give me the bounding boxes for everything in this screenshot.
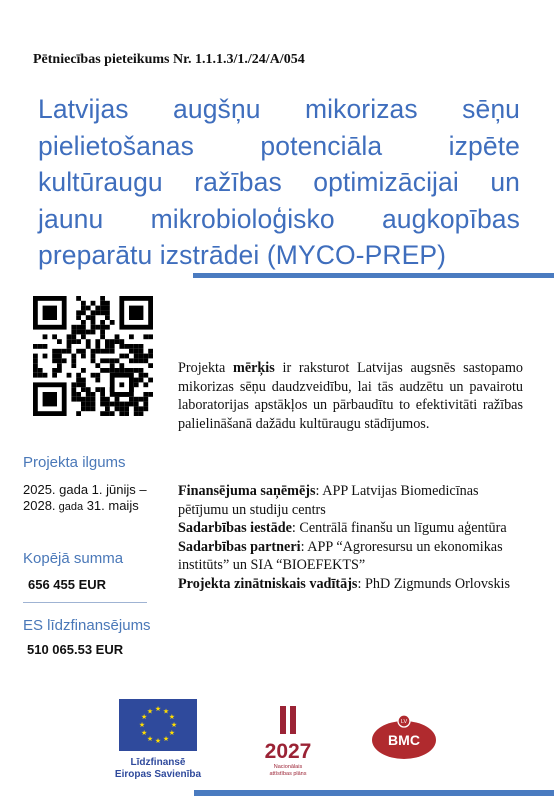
nap-year: 2027 xyxy=(264,740,312,763)
nap-2027-logo-icon xyxy=(253,704,323,779)
cooperation-partners xyxy=(178,538,523,575)
application-number: Pētniecības pieteikums Nr. 1.1.1.3/1./24/A/054 xyxy=(33,52,305,67)
eu-star-icon: ★ xyxy=(146,735,154,744)
eu-caption xyxy=(112,757,204,781)
duration-day: 31. maijs xyxy=(83,498,139,513)
nap-line-2: attīstības plāns xyxy=(269,771,307,777)
purpose-text: ir raksturot Latvijas augsnēs sastopamo mikorizas sēņu daudzveidību, lai tās audzētu un pavairotu laboratorijas apstākļos un pārbaudītu to efektivitāti ražības palielināšanā dažādu kultūraugu stādījumos. xyxy=(178,360,523,432)
duration-year: 2028. xyxy=(23,498,56,513)
eu-flag-icon xyxy=(119,699,197,751)
eu-star-icon: ★ xyxy=(154,705,162,714)
eu-cofinancing-value: 510 065.53 EUR xyxy=(27,642,124,657)
bottom-divider xyxy=(194,790,554,796)
qr-code-icon[interactable] xyxy=(33,296,153,416)
eu-star-icon: ★ xyxy=(170,721,178,730)
top-divider xyxy=(193,273,554,278)
cooperation-partners-value: : APP “Agroresursu un ekonomikas institūts” un SIA “BIOEFEKTS” xyxy=(178,538,503,573)
eu-star-icon: ★ xyxy=(168,729,176,738)
project-info xyxy=(178,482,523,593)
duration-gada: gada xyxy=(55,501,84,513)
scientific-lead-label: Projekta zinātniskais vadītājs xyxy=(178,575,358,592)
funding-recipient-label: Finansējuma saņēmējs xyxy=(178,483,316,499)
eu-star-icon: ★ xyxy=(140,729,148,738)
total-value: 656 455 EUR xyxy=(28,577,107,592)
purpose-keyword: mērķis xyxy=(233,360,275,376)
bmc-badge: LV xyxy=(400,719,408,726)
project-purpose xyxy=(178,359,523,433)
eu-star-icon: ★ xyxy=(162,735,170,744)
duration-label: Projekta ilgums xyxy=(23,454,126,471)
eu-star-icon: ★ xyxy=(162,707,170,716)
sidebar-divider xyxy=(23,602,147,603)
bmc-text: BMC xyxy=(388,732,420,748)
scientific-lead-value: : PhD Zigmunds Orlovskis xyxy=(357,575,510,592)
funding-recipient-value: : APP Latvijas Biomedicīnas pētījumu un studiju centrs xyxy=(178,483,479,518)
total-label: Kopējā summa xyxy=(23,550,124,567)
eu-caption-line-2: Eiropas Savienība xyxy=(114,769,202,780)
eu-star-icon: ★ xyxy=(146,707,154,716)
eu-caption-line-1: Līdzfinansē xyxy=(130,757,186,768)
funding-recipient xyxy=(178,482,523,519)
duration-line-1: 2025. gada 1. jūnijs – xyxy=(23,482,147,497)
cooperation-agency-label: Sadarbības iestāde xyxy=(178,520,292,536)
eu-cofinancing-label: ES līdzfinansējums xyxy=(23,617,151,634)
cooperation-agency-value: : Centrālā finanšu un līgumu aģentūra xyxy=(291,520,507,536)
nap-line-1: Nacionālais xyxy=(273,764,303,770)
eu-star-icon: ★ xyxy=(138,721,146,730)
duration-line-2 xyxy=(23,498,139,513)
purpose-lead: Projekta xyxy=(178,360,226,376)
eu-star-icon: ★ xyxy=(140,713,148,722)
scientific-lead xyxy=(178,575,523,594)
cooperation-agency xyxy=(178,519,523,538)
bmc-logo-icon xyxy=(370,713,438,761)
cooperation-partners-label: Sadarbības partneri xyxy=(178,538,301,555)
eu-star-icon: ★ xyxy=(168,713,176,722)
project-title: Latvijas augšņu mikorizas sēņu pielietošanas potenciāla izpēte kultūraugu ražības optimizācijai un jaunu mikrobioloģisko augkopības preparātu izstrādei (MYCO-PREP) xyxy=(38,94,520,270)
eu-star-icon: ★ xyxy=(154,737,162,746)
